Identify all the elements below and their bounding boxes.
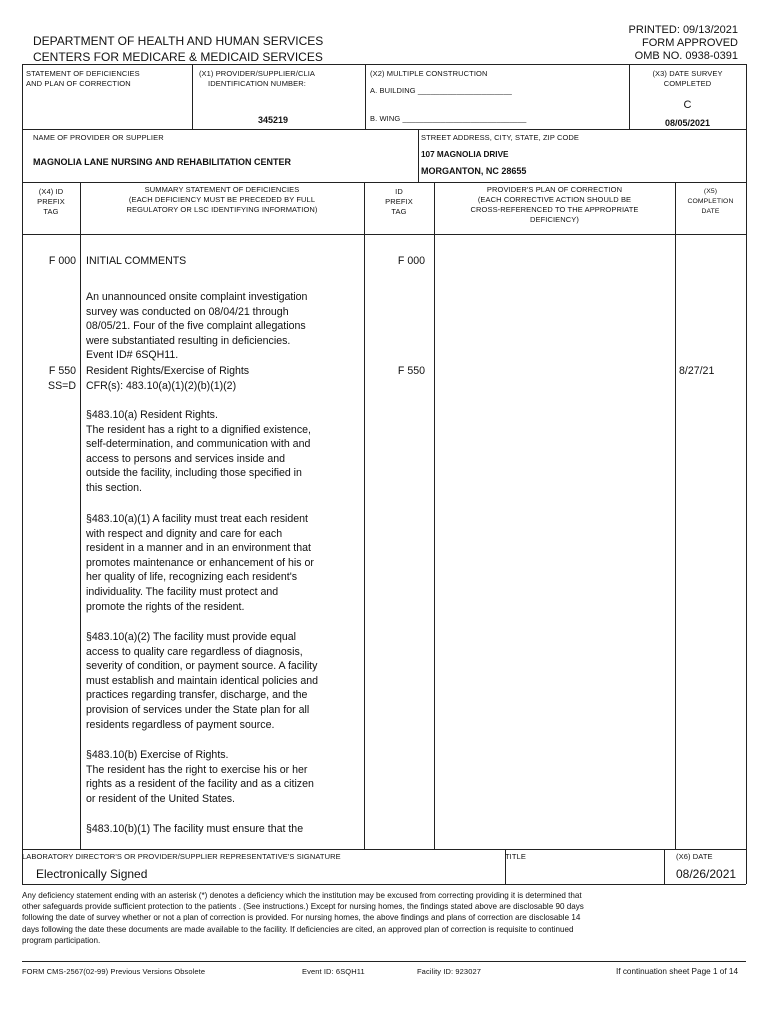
- signature-label: LABORATORY DIRECTOR'S OR PROVIDER/SUPPLIER REPRESENTATIVE'S SIGNATURE: [22, 852, 341, 861]
- paragraph-483-10a: §483.10(a) Resident Rights. The resident has a right to a dignified existence, self-determination, and communication with and access to persons and services inside and outside the facility, including those specified in this section.: [86, 409, 311, 494]
- f000-id-tag: F 000: [397, 255, 425, 267]
- f550-prefix-tag: F 550: [48, 365, 76, 377]
- city-state-zip: MORGANTON, NC 28655: [421, 166, 527, 176]
- survey-completed-date: 08/05/2021: [664, 118, 711, 128]
- disclaimer-text: Any deficiency statement ending with an asterisk (*) denotes a deficiency which the institution may be excused from correcting providing it is determined that other safeguards provide sufficient protection to the patients . (See instructions.) Except for nursing homes, the findings stated above are disclosable 90 days following the date of survey whether or not a plan of correction is provided. For nursing homes, the above findings and plans of correction are disclosable 14 days following the date these documents are made available to the facility. If deficiencies are cited, an approved plan of correction is requisite to continued program participation.: [22, 891, 584, 945]
- f550-id-tag: F 550: [397, 365, 425, 377]
- building-field: A. BUILDING ______________________: [370, 86, 512, 95]
- id-header: ID PREFIX TAG: [385, 187, 413, 216]
- wing-field: B. WING _____________________________: [370, 114, 527, 123]
- page-indicator: If continuation sheet Page 1 of 14: [616, 967, 738, 976]
- provider-name: MAGNOLIA LANE NURSING AND REHABILITATION CENTER: [33, 157, 291, 167]
- provider-name-label: NAME OF PROVIDER OR SUPPLIER: [33, 133, 164, 142]
- address-label: STREET ADDRESS, CITY, STATE, ZIP CODE: [421, 133, 580, 142]
- omb-number: OMB NO. 0938-0391: [634, 50, 738, 62]
- statement-label: STATEMENT OF DEFICIENCIES AND PLAN OF CORRECTION: [26, 69, 140, 88]
- summary-header: SUMMARY STATEMENT OF DEFICIENCIES (EACH DEFICIENCY MUST BE PRECEDED BY FULL REGULATORY OR LSC IDENTIFYING INFORMATION): [126, 185, 318, 214]
- form-number: FORM CMS-2567(02-99) Previous Versions Obsolete: [22, 967, 206, 976]
- provider-id-number: 345219: [258, 115, 289, 125]
- x3-label: (X3) DATE SURVEY COMPLETED: [652, 69, 723, 88]
- paragraph-483-10b1: §483.10(b)(1) The facility must ensure that the: [86, 823, 304, 835]
- plan-header: PROVIDER'S PLAN OF CORRECTION (EACH CORRECTIVE ACTION SHOULD BE CROSS-REFERENCED TO THE APPROPRIATE DEFICIENCY): [470, 185, 639, 224]
- department-title: DEPARTMENT OF HEALTH AND HUMAN SERVICES: [33, 34, 324, 48]
- signature-date: 08/26/2021: [676, 867, 737, 881]
- f550-completion-date: 8/27/21: [679, 365, 715, 377]
- x5-header: (X5) COMPLETION DATE: [687, 188, 734, 215]
- agency-title: CENTERS FOR MEDICARE & MEDICAID SERVICES: [33, 50, 323, 64]
- event-id: Event ID: 6SQH11: [302, 967, 365, 976]
- f000-prefix-tag: F 000: [48, 255, 76, 267]
- printed-date: PRINTED: 09/13/2021: [628, 24, 738, 36]
- paragraph-483-10a1: §483.10(a)(1) A facility must treat each resident with respect and dignity and care for each resident in a manner and in an environment that promotes maintenance or enhancement of his or her quality of life, recognizing each resident's individuality. The facility must protect and promote the rights of the resident.: [86, 513, 314, 613]
- f550-cfr: CFR(s): 483.10(a)(1)(2)(b)(1)(2): [86, 380, 237, 392]
- form-approved: FORM APPROVED: [642, 37, 738, 49]
- street-address: 107 MAGNOLIA DRIVE: [421, 150, 509, 159]
- paragraph-483-10a2: §483.10(a)(2) The facility must provide equal access to quality care regardless of diagnosis, severity of condition, or payment source. A facility must establish and maintain identical policies and practices regarding transfer, discharge, and the provision of services under the State plan for all residents regardless of payment source.: [86, 631, 319, 731]
- x1-label: (X1) PROVIDER/SUPPLIER/CLIA IDENTIFICATION NUMBER:: [198, 69, 316, 88]
- title-label: TITLE: [505, 852, 526, 861]
- x4-header: (X4) ID PREFIX TAG: [37, 187, 65, 216]
- intro-paragraph: An unannounced onsite complaint investigation survey was conducted on 08/04/21 through 08/05/21. Four of the five complaint allegations were substantiated resulting in deficiencies. Event ID# 6SQH11.: [86, 291, 308, 362]
- f550-scope-severity: SS=D: [48, 380, 76, 392]
- signature-value: Electronically Signed: [36, 867, 148, 881]
- f000-title: INITIAL COMMENTS: [86, 255, 187, 267]
- x2-label: (X2) MULTIPLE CONSTRUCTION: [370, 69, 488, 78]
- f550-title: Resident Rights/Exercise of Rights: [86, 365, 250, 377]
- survey-code: C: [683, 99, 692, 111]
- paragraph-483-10b: §483.10(b) Exercise of Rights. The resident has the right to exercise his or her rights as a resident of the facility and as a citizen or resident of the United States.: [86, 749, 314, 805]
- date-label: (X6) DATE: [676, 852, 713, 861]
- facility-id: Facility ID: 923027: [417, 967, 482, 976]
